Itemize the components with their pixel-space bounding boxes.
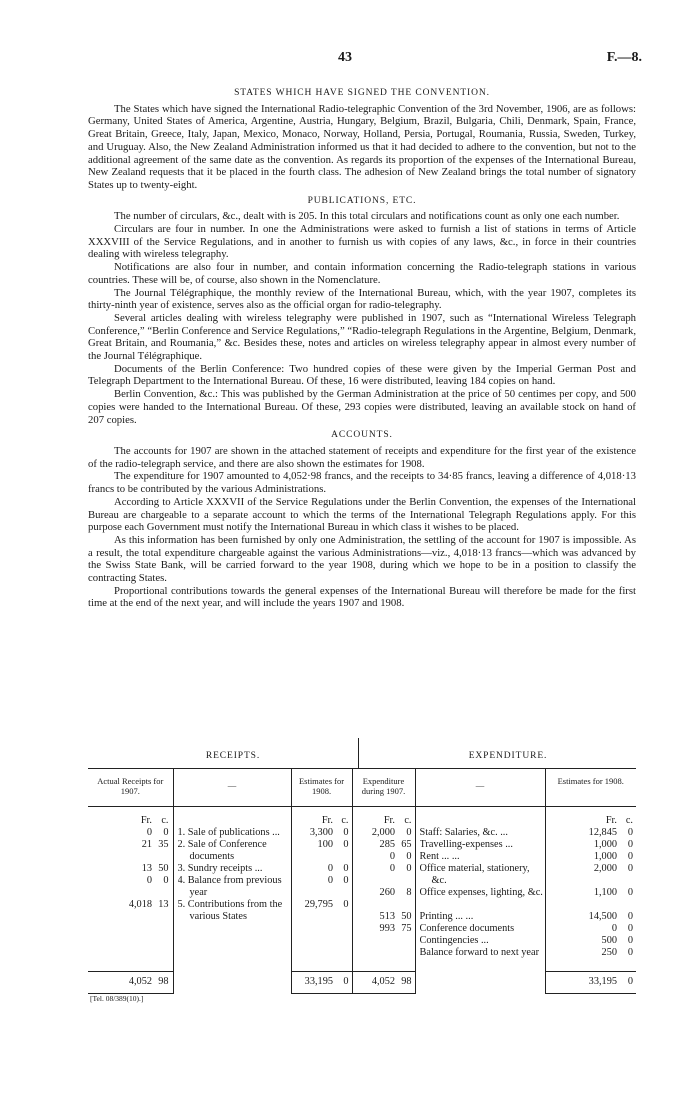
expenditure-c: 50 — [401, 910, 412, 922]
expenditure-fr-column — [352, 806, 398, 971]
expenditure-fr — [353, 935, 396, 947]
actual-c-column — [155, 806, 173, 971]
paragraph: The number of circulars, &c., dealt with is 205. In this total circulars and notifications count as only one each number. — [114, 210, 620, 223]
receipt-actual-c: 0 — [163, 826, 169, 838]
expenditure-fr: 513 — [379, 910, 395, 922]
receipt-labels-column — [173, 806, 291, 971]
expenditure-c: 0 — [406, 826, 412, 838]
expenditure-c — [398, 947, 412, 971]
total-spacer — [173, 971, 291, 993]
receipt-estimate-c: 0 — [343, 862, 349, 874]
expenditure-c: 75 — [401, 922, 412, 934]
expenditure-estimate-c: 0 — [627, 946, 633, 958]
expenditure-c: 65 — [401, 838, 412, 850]
paragraph: Circulars are four in number. In one the Administrations were asked to furnish a list of stations in terms of Article XXXVIII of the Service Regulations, and in another to furnish us with copies of any laws, &c., in force in their countries dealing with wireless telegraphy. — [88, 223, 636, 261]
expenditure-estimate-fr: 250 — [601, 946, 617, 958]
unit-fr: Fr. — [140, 814, 152, 826]
accounts-body-row — [88, 806, 636, 971]
total-estimate-2-c: 0 — [620, 971, 636, 993]
printer-footnote: [Tel. 08/389(10).] — [90, 994, 144, 1003]
receipt-estimate-c: 0 — [343, 874, 349, 886]
expenditure-label: Contingencies ... — [419, 934, 489, 946]
body-text — [88, 84, 636, 610]
expenditure-estimate-c: 0 — [627, 934, 633, 946]
page-header — [0, 50, 700, 70]
actual-fr-column — [88, 806, 155, 971]
expenditure-title: EXPENDITURE. — [468, 751, 548, 761]
expenditure-fr: 260 — [379, 886, 395, 898]
unit-fr: Fr. — [605, 814, 617, 826]
paragraph: Proportional contributions towards the general expenses of the International Bureau will therefore be made for the first time at the end of the next year, and will include the years 1907 and 1908. — [88, 584, 636, 610]
col-dash-2: — — [415, 768, 545, 806]
expenditure-estimate-fr: 0 — [611, 922, 617, 934]
receipt-actual-fr: 0 — [146, 874, 152, 886]
paragraph: The expenditure for 1907 amounted to 4,052·98 francs, and the receipts to 34·85 francs, leaving a difference of 4,018·13 francs to be contributed by the various Administrations. — [88, 470, 636, 496]
accounts-title-row — [88, 738, 636, 769]
accounts-table — [88, 768, 636, 994]
paragraph: Notifications are also four in number, and contain information concerning the Radio-telegraph stations in various countries. These will be, of course, also shown in the Nomenclature. — [88, 261, 636, 286]
expenditure-estimate-c: 0 — [627, 886, 633, 898]
label-spacer — [420, 815, 545, 827]
paragraph: Several articles dealing with wireless telegraphy were published in 1907, such as “International Wireless Telegraph Conference,” “Berlin Conference and Service Regulations,” “Radio-telegraph Regulations in the Argentine, Belgium, Denmark, Great Britain, and Roumania,” &c. Besides these, notes and articles on wireless telegraphy appear in almost every number of the Journal Télégraphique. — [88, 311, 636, 363]
paragraph: Documents of the Berlin Conference: Two hundred copies of these were given by the Imperial German Post and Telegraph Department to the International Bureau. Of these, 16 were distributed, leaving 184 copies on hand. — [88, 362, 636, 388]
estimate-c-column — [336, 806, 352, 971]
expenditure-fr: 2,000 — [371, 826, 395, 838]
paragraph: As this information has been furnished by only one Administration, the settling of the account for 1907 is impossible. As a result, the total expenditure chargeable against the various Administrations—viz., 4,018·13 francs—which was advanced by the Swiss State Bank, will be carried forward to the year 1908, during which we hope to be in a position to classify the contracting States. — [88, 533, 636, 585]
receipt-estimate-fr: 3,300 — [309, 826, 333, 838]
total-estimate: 33,195 — [291, 971, 336, 993]
expenditure-estimate-c: 0 — [627, 910, 633, 922]
receipt-actual-c: 13 — [158, 898, 169, 910]
col-estimates-2: Estimates for 1908. — [545, 768, 636, 806]
unit-c: c. — [625, 814, 633, 826]
col-estimates: Estimates for 1908. — [291, 768, 352, 806]
receipt-estimate-c: 0 — [343, 838, 349, 850]
receipt-label: 1. Sale of publications ... — [177, 826, 280, 838]
receipt-estimate-fr: 29,795 — [304, 898, 333, 910]
expenditure-estimate-fr: 2,000 — [593, 862, 617, 874]
expenditure-fr: 285 — [379, 838, 395, 850]
expenditure-label: Travelling-expenses ... — [419, 838, 513, 850]
col-actual: Actual Receipts for 1907. — [88, 768, 173, 806]
col-exp-1907: Expenditure during 1907. — [352, 768, 415, 806]
expenditure-fr — [353, 947, 396, 971]
total-estimate-c: 0 — [336, 971, 352, 993]
total-estimate-2: 33,195 — [545, 971, 620, 993]
receipt-actual-fr: 0 — [146, 826, 152, 838]
expenditure-estimate-fr: 500 — [601, 934, 617, 946]
receipt-estimate-c: 0 — [343, 826, 349, 838]
receipt-actual-fr: 4,018 — [128, 898, 152, 910]
receipt-estimate-fr: 100 — [317, 838, 333, 850]
expenditure-fr: 0 — [389, 862, 395, 874]
column-header-row — [88, 768, 636, 806]
unit-fr: Fr. — [383, 814, 395, 826]
expenditure-estimate-c: 0 — [627, 826, 633, 838]
label-spacer — [178, 815, 291, 827]
divider — [358, 738, 359, 768]
expenditure-estimate-fr: 1,100 — [593, 886, 617, 898]
total-actual: 4,052 — [88, 971, 155, 993]
receipt-estimate-fr: 0 — [327, 862, 333, 874]
expenditure-labels-column — [415, 806, 545, 971]
receipt-actual-fr: 13 — [141, 862, 152, 874]
expenditure-c: 0 — [406, 862, 412, 874]
receipt-label: 5. Contributions from the various States — [177, 898, 283, 922]
receipt-label: 3. Sundry receipts ... — [177, 862, 263, 874]
paragraph: The Journal Télégraphique, the monthly review of the International Bureau, which, with the year 1907, completes its thirty-ninth year of existence, serves also as the official organ for radio-telegraphy. — [88, 286, 636, 312]
receipt-estimate-fr: 0 — [327, 874, 333, 886]
col-dash: — — [173, 768, 291, 806]
expenditure-estimate-fr: 12,845 — [588, 826, 617, 838]
page-number: 43 — [338, 50, 352, 65]
section-title-publications: PUBLICATIONS, ETC. — [307, 195, 417, 206]
expenditure-c — [398, 935, 412, 947]
expenditure-label: Rent ... ... — [419, 850, 460, 862]
unit-fr: Fr. — [321, 814, 333, 826]
estimate2-c-column — [620, 806, 636, 971]
unit-c: c. — [341, 814, 349, 826]
expenditure-estimate-fr: 1,000 — [593, 838, 617, 850]
expenditure-c: 8 — [406, 886, 412, 898]
total-actual-c: 98 — [155, 971, 173, 993]
expenditure-label: Balance forward to next year — [419, 946, 540, 958]
expenditure-c: 0 — [406, 850, 412, 862]
section-title-accounts: ACCOUNTS. — [331, 430, 393, 441]
estimate2-fr-column — [545, 806, 620, 971]
receipt-actual-fr: 21 — [141, 838, 152, 850]
expenditure-estimate-fr: 1,000 — [593, 850, 617, 862]
receipt-estimate-c: 0 — [343, 898, 349, 910]
paragraph: Berlin Convention, &c.: This was published by the German Administration at the price of 50 centimes per copy, and 500 copies were handed to the International Bureau. Of these, 293 copies were distributed, leaving an available stock on hand of 207 copies. — [88, 388, 636, 426]
expenditure-estimate-c: 0 — [627, 838, 633, 850]
document-reference: F.—8. — [606, 50, 642, 65]
unit-c: c. — [404, 814, 412, 826]
total-expenditure-c: 98 — [398, 971, 415, 993]
receipt-label: 4. Balance from previous year — [177, 874, 282, 898]
unit-c: c. — [161, 814, 169, 826]
expenditure-estimate-c: 0 — [627, 850, 633, 862]
paragraph: According to Article XXXVII of the Service Regulations under the Berlin Convention, the expenses of the International Bureau are chargeable to a separate account to which the terms of the International Telegraph Regulations apply. For this purpose each Government must notify the International Bureau in which class it wishes to be placed. — [88, 495, 636, 534]
paragraph: The States which have signed the International Radio-telegraphic Convention of the 3rd November, 1906, are as follows: Germany, United States of America, Argentine, Austria, Hungary, Belgium, Brazil, Bulgaria, Chili, Denmark, Spain, France, Great Britain, Greece, Italy, Japan, Mexico, Monaco, Norway, Holland, Persia, Portugal, Roumania, Russia, Sweden, Turkey, and Uruguay. Also, the New Zealand Administration informed us that it had decided to adhere to the convention, but not to the additional agreement of the same date as the convention. As regards its proportion of the expenses of the International Bureau, New Zealand requests that it be placed in the fourth class. The adhesion of New Zealand brings the total number of signatory States up to twenty-eight. — [88, 102, 636, 191]
expenditure-estimate-c: 0 — [627, 922, 633, 934]
expenditure-label: Conference documents — [419, 922, 515, 934]
receipt-actual-c: 50 — [158, 862, 169, 874]
total-expenditure: 4,052 — [352, 971, 398, 993]
total-spacer-2 — [415, 971, 545, 993]
receipt-actual-c: 35 — [158, 838, 169, 850]
estimate-fr-column — [291, 806, 336, 971]
expenditure-label: Staff: Salaries, &c. ... — [419, 826, 508, 838]
expenditure-label: Office expenses, lighting, &c. — [419, 886, 543, 898]
expenditure-fr: 0 — [389, 850, 395, 862]
expenditure-label: Printing ... ... — [419, 910, 474, 922]
expenditure-label: Office material, stationery, &c. — [419, 862, 530, 886]
expenditure-estimate-c: 0 — [627, 862, 633, 874]
paragraph: The accounts for 1907 are shown in the attached statement of receipts and expenditure for the first year of the existence of the radio-telegraph service, and there are also shown the estimates for 1908. — [88, 444, 636, 470]
receipt-actual-c: 0 — [163, 874, 169, 886]
totals-row — [88, 971, 636, 993]
section-title-states: STATES WHICH HAVE SIGNED THE CONVENTION. — [234, 88, 490, 98]
receipt-label: 2. Sale of Conference documents — [177, 838, 267, 862]
expenditure-estimate-fr: 14,500 — [588, 910, 617, 922]
receipts-title: RECEIPTS. — [205, 751, 261, 761]
expenditure-c-column — [398, 806, 415, 971]
expenditure-fr: 993 — [379, 922, 395, 934]
